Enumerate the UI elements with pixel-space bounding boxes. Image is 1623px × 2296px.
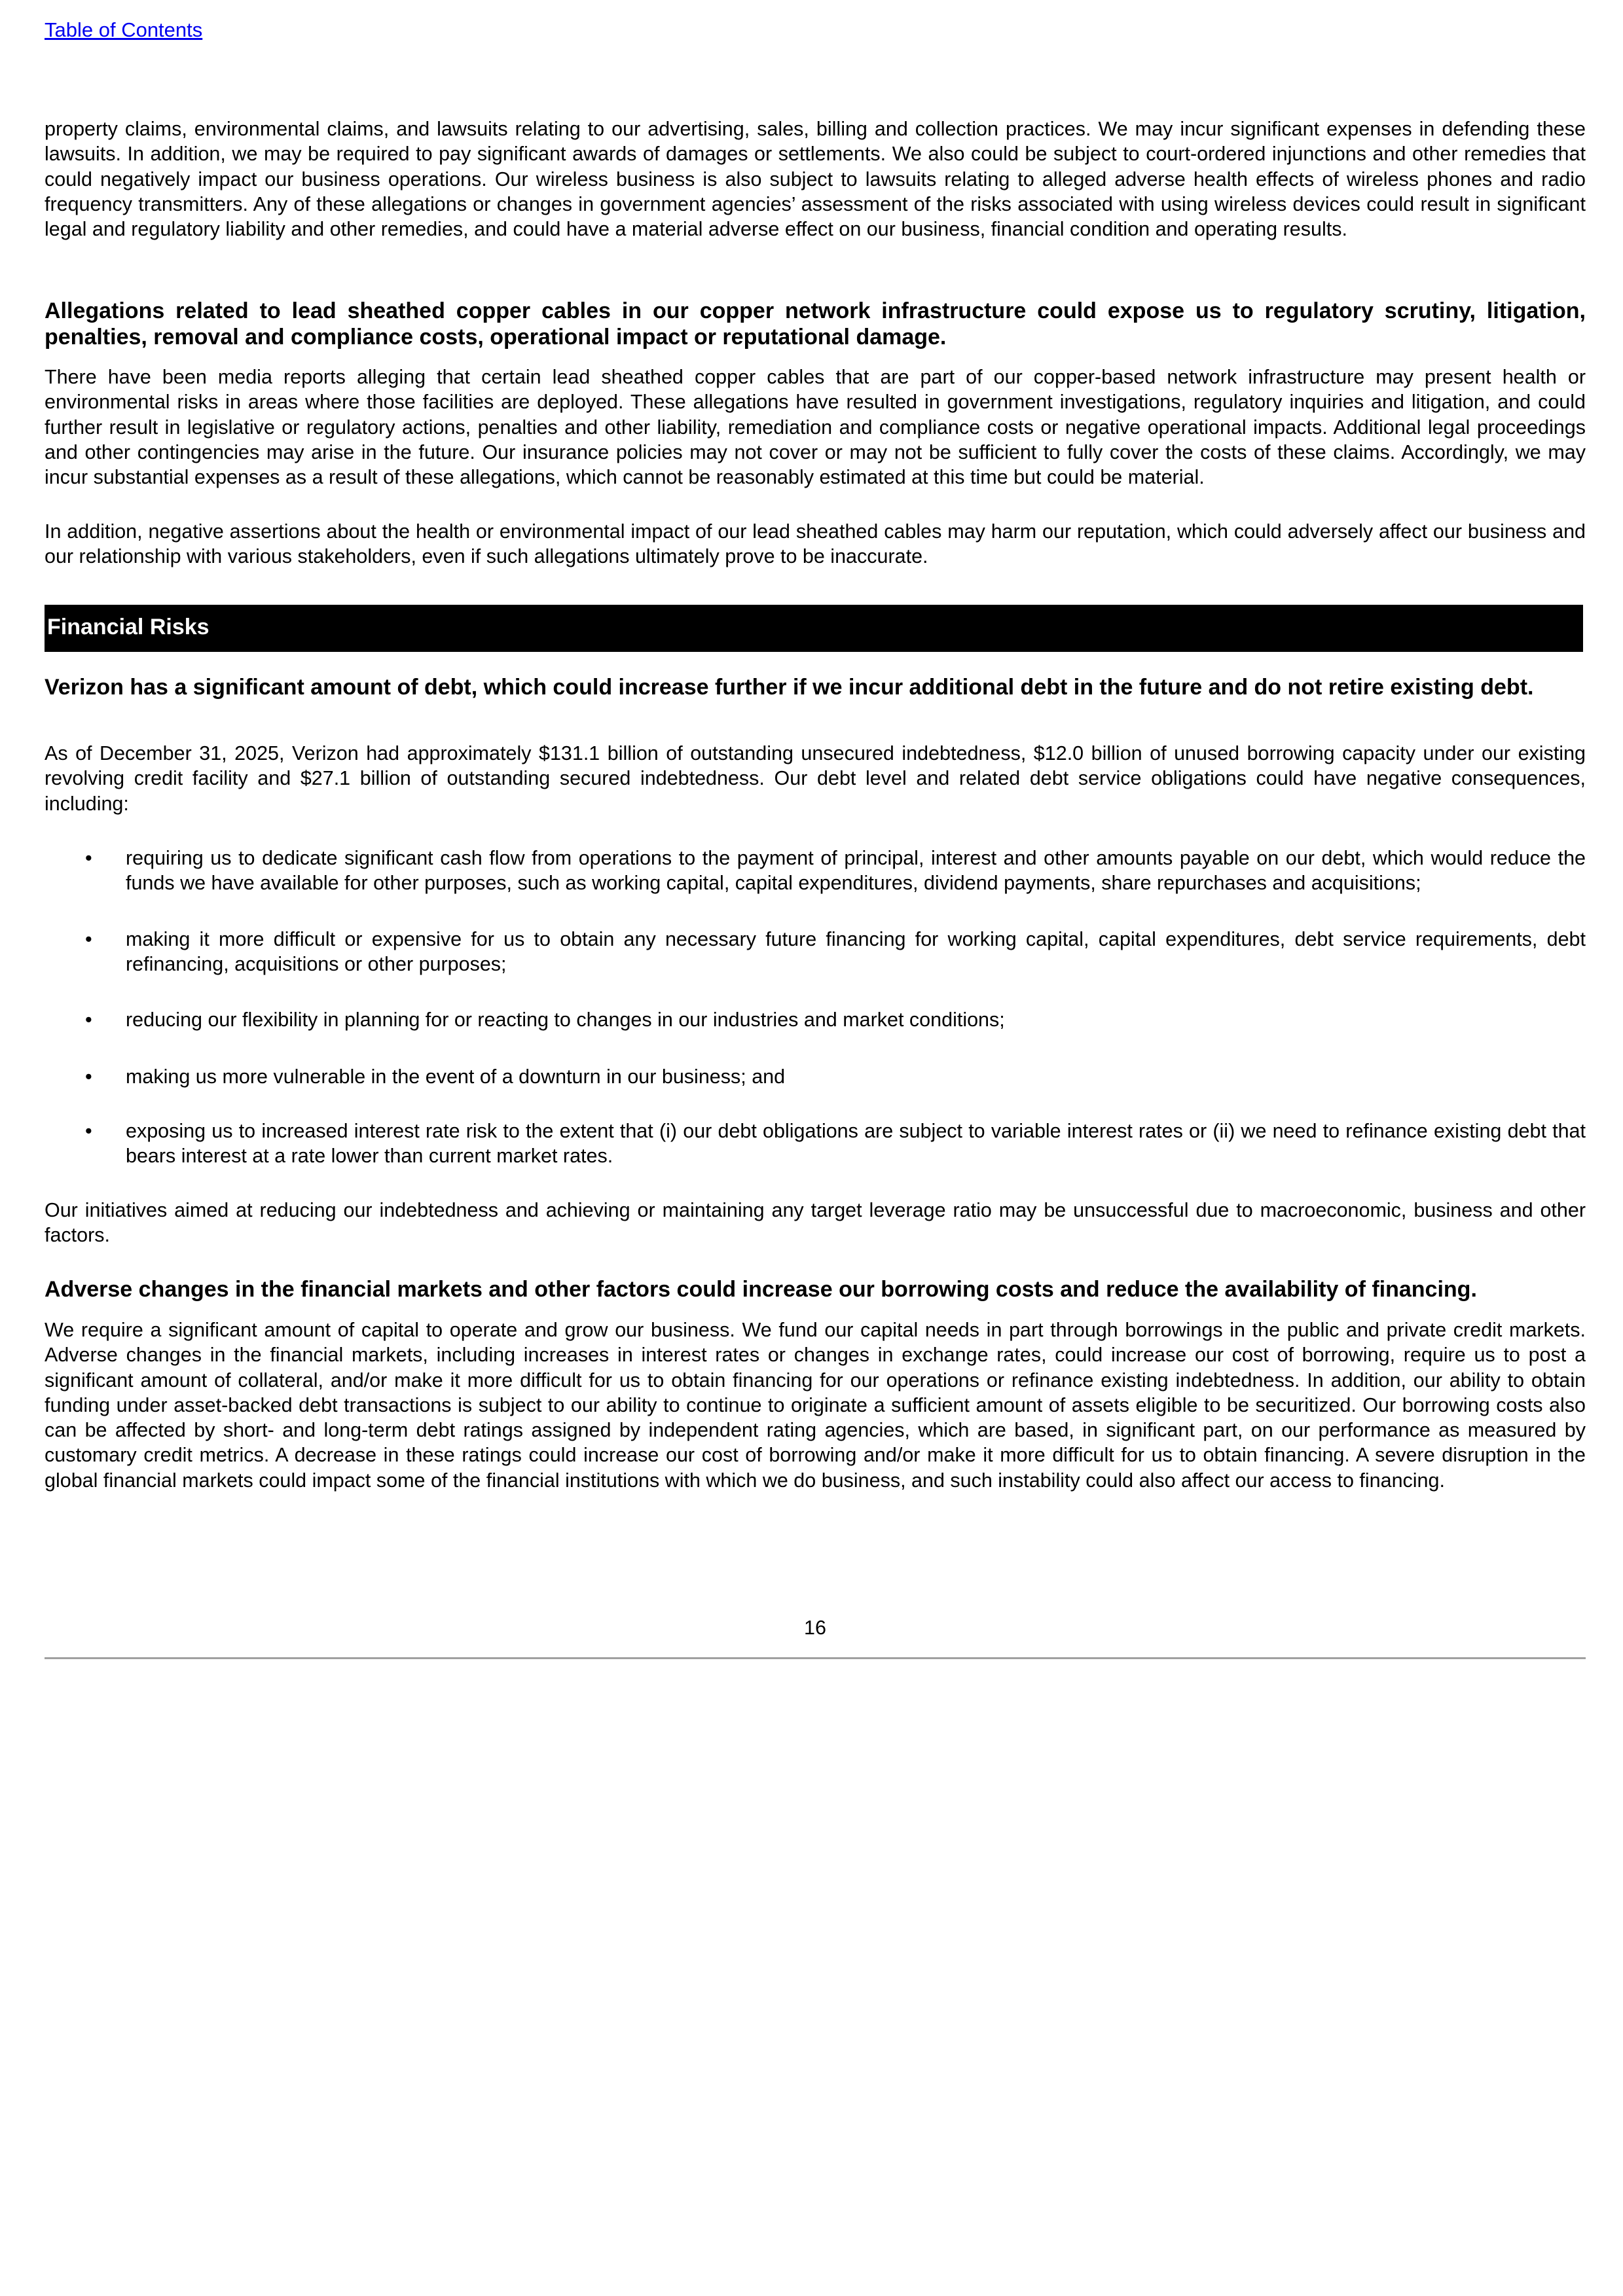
lead-cables-paragraph-2: In addition, negative assertions about the health or environmental impact of our lead sheathed cables may harm our reputation, which could adversely affect our business and our relationship with various stakeholders, even if such allegations ultimately prove to be inaccurate. <box>45 520 1586 568</box>
lead-cables-heading: Allegations related to lead sheathed copper cables in our copper network infrastructure could expose us to regulatory scrutiny, litigation, penalties, removal and compliance costs, operational impact or reputational damage. <box>45 298 1586 350</box>
list-item-text: making it more difficult or expensive for us to obtain any necessary future financing for working capital, capital expenditures, debt service requirements, debt refinancing, acquisitions or other purposes; <box>126 928 1586 976</box>
section-title: Financial Risks <box>47 615 210 639</box>
bullet-glyph: • <box>85 847 92 869</box>
financial-markets-paragraph: We require a significant amount of capital to operate and grow our business. We fund our capital needs in part through borrowings in the public and private credit markets. Adverse changes in the financial markets, including increases in interest rates or changes in exchange rates, could increase our cost of borrowing, require us to post a significant amount of collateral, and/or make it more difficult for us to obtain financing for our operations or refinance existing indebtedness. In addition, our ability to obtain funding under asset-backed debt transactions is subject to our ability to continue to originate a sufficient amount of assets eligible to be securitized. Our borrowing costs also can be affected by short- and long-term debt ratings assigned by independent rating agencies, which are based, in significant part, on our performance as measured by customary credit metrics. A decrease in these ratings could increase our cost of borrowing and/or make it more difficult for us to obtain financing. A severe disruption in the global financial markets could impact some of the financial institutions with which we do business, and such instability could also affect our access to financing. <box>45 1319 1586 1492</box>
list-item-text: making us more vulnerable in the event of a downturn in our business; and <box>126 1066 786 1088</box>
bullet-glyph: • <box>85 1009 92 1031</box>
list-item-text: reducing our flexibility in planning for or reacting to changes in our industries and market conditions; <box>126 1009 1005 1031</box>
bullet-glyph: • <box>85 928 92 950</box>
bullet-glyph: • <box>85 1066 92 1088</box>
intro-paragraph: property claims, environmental claims, and lawsuits relating to our advertising, sales, billing and collection practices. We may incur significant expenses in defending these lawsuits. In addition, we may be required to pay significant awards of damages or settlements. We also could be subject to court-ordered injunctions and other remedies that could negatively impact our business operations. Our wireless business is also subject to lawsuits relating to alleged adverse health effects of wireless phones and radio frequency transmitters. Any of these allegations or changes in government agencies’ assessment of the risks associated with using wireless devices could result in significant legal and regulatory liability and other remedies, and could have a material adverse effect on our business, financial condition and operating results. <box>45 118 1586 241</box>
initiatives-paragraph: Our initiatives aimed at reducing our indebtedness and achieving or maintaining any target leverage ratio may be unsuccessful due to macroeconomic, business and other factors. <box>45 1199 1586 1247</box>
list-item-text: requiring us to dedicate significant cash flow from operations to the payment of principal, interest and other amounts payable on our debt, which would reduce the funds we have available for other purposes, such as working capital, capital expenditures, dividend payments, share repurchases and acquisitions; <box>126 847 1586 895</box>
lead-cables-paragraph-1: There have been media reports alleging that certain lead sheathed copper cables that are part of our copper-based network infrastructure may present health or environmental risks in areas where those facilities are deployed. These allegations have resulted in government investigations, regulatory inquiries and litigation, and could further result in legislative or regulatory actions, penalties and other liability, remediation and compliance costs or negative operational impacts. Additional legal proceedings and other contingencies may arise in the future. Our insurance policies may not cover or may not be sufficient to fully cover the costs of these claims. Accordingly, we may incur substantial expenses as a result of these allegations, which cannot be reasonably estimated at this time but could be material. <box>45 366 1586 489</box>
page-number: 16 <box>804 1617 826 1639</box>
list-item-text: exposing us to increased interest rate risk to the extent that (i) our debt obligations are subject to variable interest rates or (ii) we need to refinance existing debt that bears interest at a rate lower than current market rates. <box>126 1120 1586 1168</box>
financial-risks-section-bar <box>45 605 1583 652</box>
footer-divider <box>45 1657 1586 1659</box>
financial-markets-heading: Adverse changes in the financial markets and other factors could increase our borrowing costs and reduce the availability of financing. <box>45 1277 1477 1302</box>
debt-paragraph: As of December 31, 2025, Verizon had approximately $131.1 billion of outstanding unsecured indebtedness, $12.0 billion of unused borrowing capacity under our existing revolving credit facility and $27.1 billion of outstanding secured indebtedness. Our debt level and related debt service obligations could have negative consequences, including: <box>45 742 1586 815</box>
table-of-contents-link[interactable]: Table of Contents <box>45 18 203 41</box>
debt-heading: Verizon has a significant amount of debt, which could increase further if we incur additional debt in the future and do not retire existing debt. <box>45 675 1534 700</box>
bullet-glyph: • <box>85 1120 92 1142</box>
